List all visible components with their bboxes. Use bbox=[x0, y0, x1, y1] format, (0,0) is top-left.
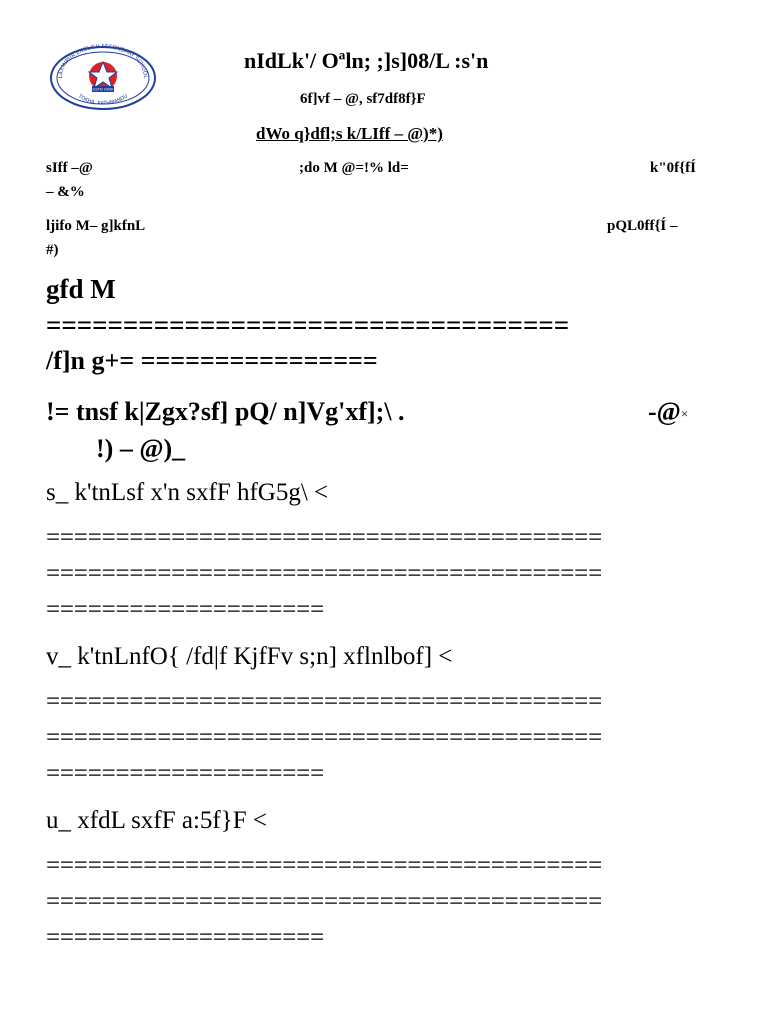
svg-text:LAXMIPUR ENGLISH SECONDARY SCH: LAXMIPUR ENGLISH SECONDARY SCHOOL bbox=[57, 43, 149, 79]
answer-line: ==================== bbox=[46, 596, 324, 623]
exam-title: dWo q}dfl;s k/LIff – @)*) bbox=[256, 124, 443, 143]
full-marks-value: – &% bbox=[46, 184, 85, 200]
school-title: nIdLk'/ Oªln; ;]s]08/L :s'n bbox=[244, 48, 489, 73]
school-address: 6f]vf – @, sf7df8f}F bbox=[300, 91, 426, 107]
question-1-text: != tnsf k|Zgx?sf] pQ/ n]Vg'xf];\ . bbox=[46, 397, 405, 426]
answer-line: ======================================== bbox=[46, 852, 602, 879]
roll-number-field: /f]n g+= ================ bbox=[46, 346, 378, 375]
school-logo bbox=[48, 42, 158, 110]
pass-marks-value: #) bbox=[46, 242, 59, 258]
time-label: ;do M @=!% ld= bbox=[299, 160, 409, 176]
answer-line: ======================================== bbox=[46, 888, 602, 915]
answer-line: ======================================== bbox=[46, 724, 602, 751]
student-name-label: gfd M bbox=[46, 274, 116, 304]
marks-open: -@ bbox=[648, 397, 681, 426]
svg-text:TOKHA, KATHMANDU: TOKHA, KATHMANDU bbox=[76, 93, 130, 107]
answer-line: ======================================== bbox=[46, 560, 602, 587]
subject-label: ljifo M– g]kfnL bbox=[46, 218, 146, 234]
full-marks-label: k"0f{fÍ bbox=[650, 160, 696, 176]
question-1-marks-cont: !) – @)_ bbox=[96, 434, 186, 463]
answer-line: ==================== bbox=[46, 924, 324, 951]
answer-line: ==================== bbox=[46, 760, 324, 787]
marks-multiply-icon: × bbox=[680, 406, 689, 422]
pass-marks-label: pQL0ff{Í – bbox=[607, 218, 678, 234]
class-label: sIff –@ bbox=[46, 160, 93, 176]
svg-text:ESTD 1980: ESTD 1980 bbox=[93, 87, 113, 92]
sub-question-c: u_ xfdL sxfF a:5f}F < bbox=[46, 807, 267, 834]
student-name-field: ================================== bbox=[46, 310, 570, 340]
sub-question-a: s_ k'tnLsf x'n sxfF hfG5g\ < bbox=[46, 479, 329, 506]
answer-line: ======================================== bbox=[46, 688, 602, 715]
sub-question-b: v_ k'tnLnfO{ /fd|f KjfFv s;n] xflnlbof] < bbox=[46, 643, 453, 670]
question-1-marks bbox=[648, 397, 688, 427]
answer-line: ======================================== bbox=[46, 524, 602, 551]
